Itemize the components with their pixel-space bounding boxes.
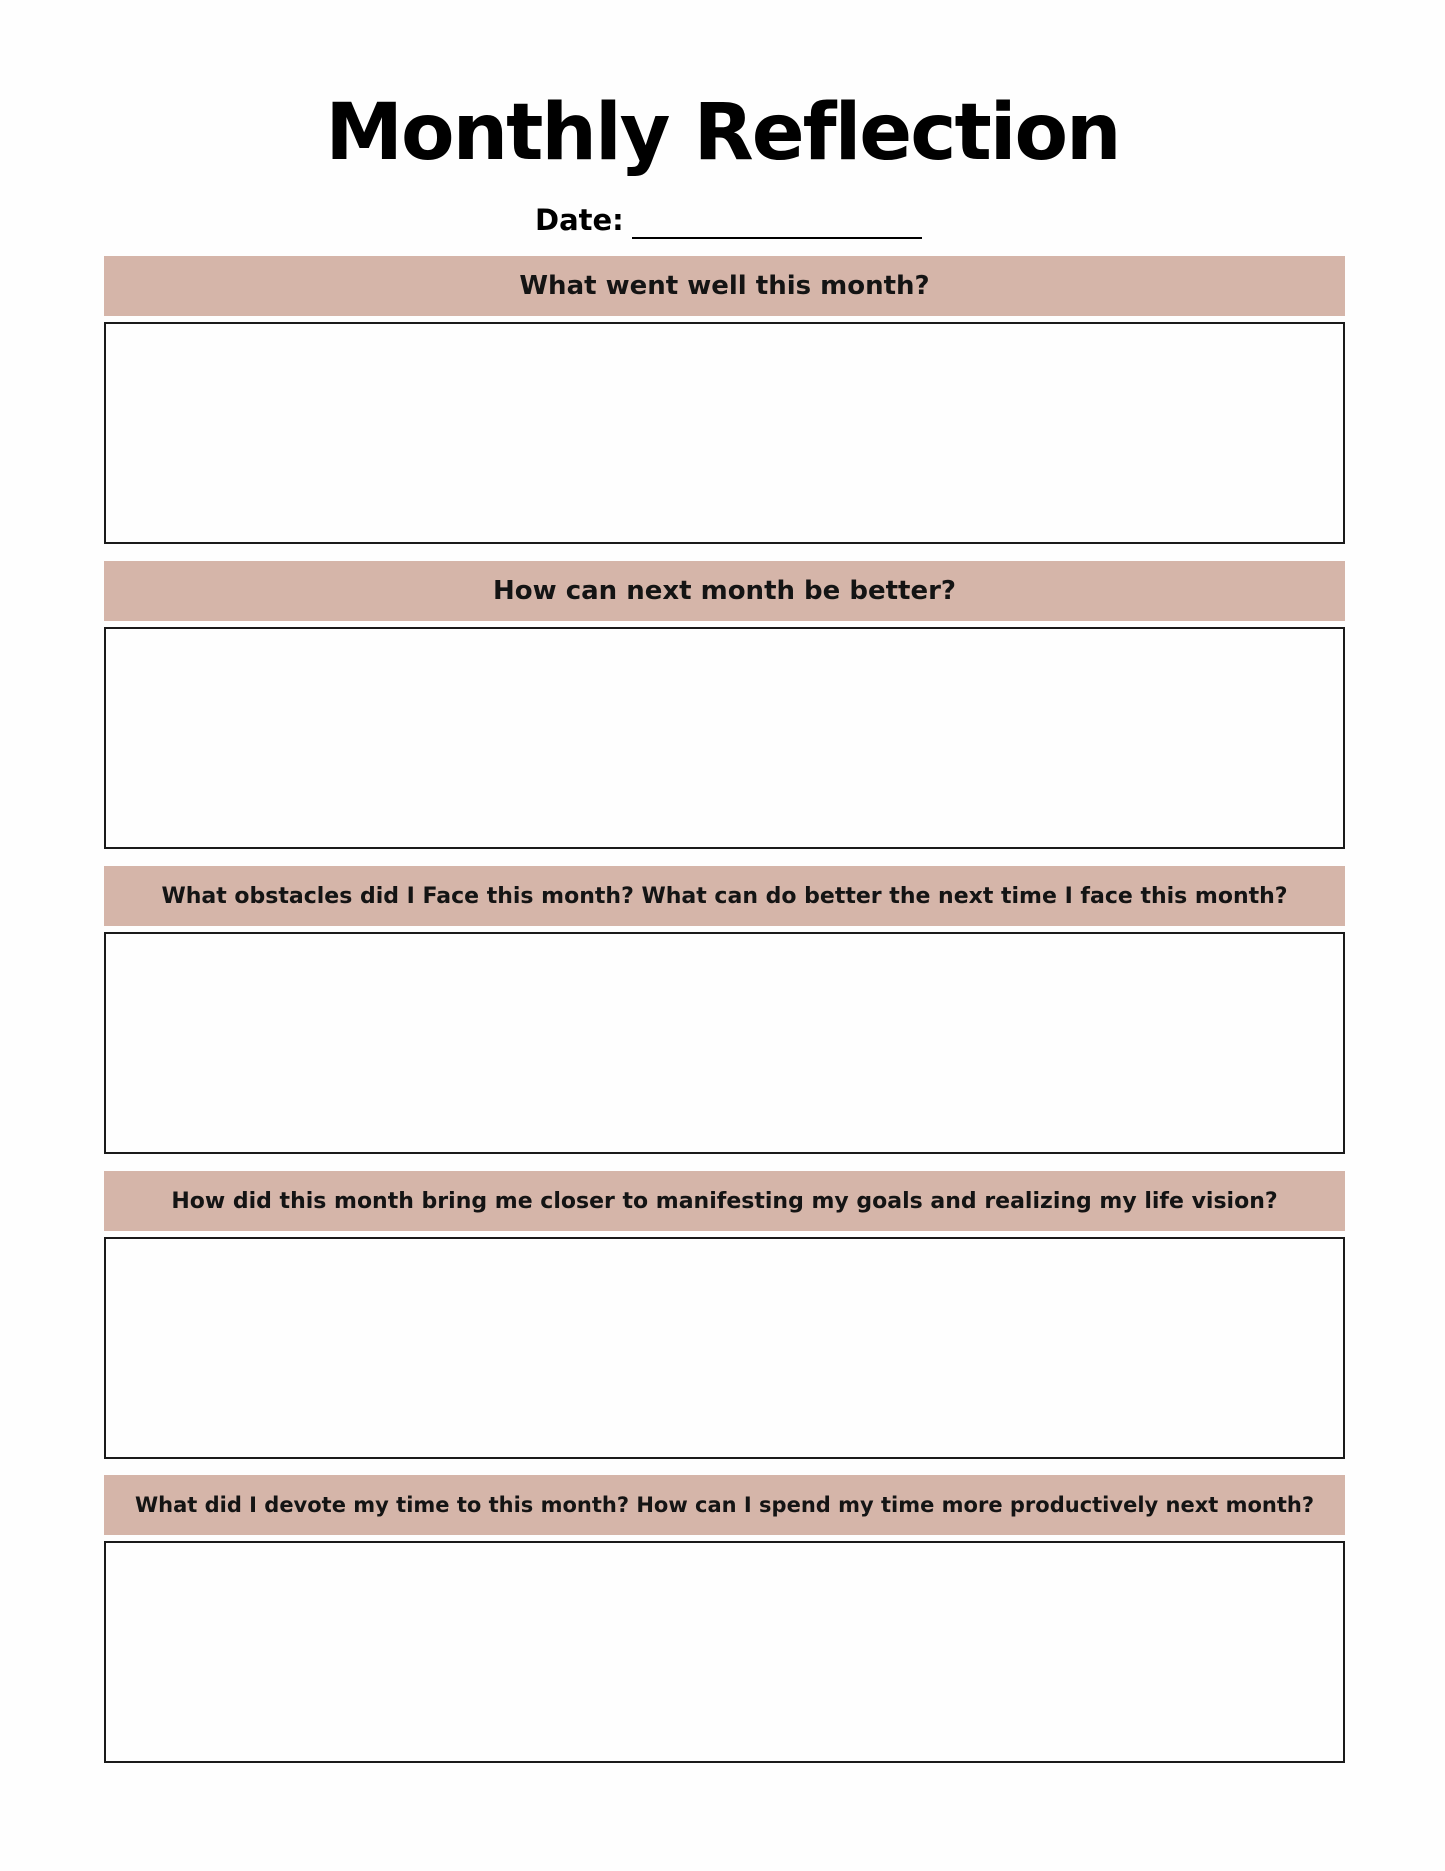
answer-box[interactable] [104,322,1345,544]
section-went-well [104,256,1345,544]
date-input-line[interactable] [632,237,922,239]
section-header: What obstacles did I Face this month? What can do better the next time I face this month? [104,866,1345,926]
section-next-month-better [104,561,1345,849]
section-header: What did I devote my time to this month? How can I spend my time more productively next month? [104,1475,1345,1535]
section-header: What went well this month? [104,256,1345,316]
date-label: Date: [535,203,624,237]
section-header: How can next month be better? [104,561,1345,621]
answer-box[interactable] [104,1237,1345,1459]
section-time-devotion [104,1475,1345,1763]
section-header: How did this month bring me closer to manifesting my goals and realizing my life vision? [104,1171,1345,1231]
answer-box[interactable] [104,627,1345,849]
date-row [535,199,922,241]
page-title: Monthly Reflection [325,88,1120,178]
answer-box[interactable] [104,1541,1345,1763]
section-life-vision [104,1171,1345,1459]
answer-box[interactable] [104,932,1345,1154]
section-obstacles [104,866,1345,1154]
